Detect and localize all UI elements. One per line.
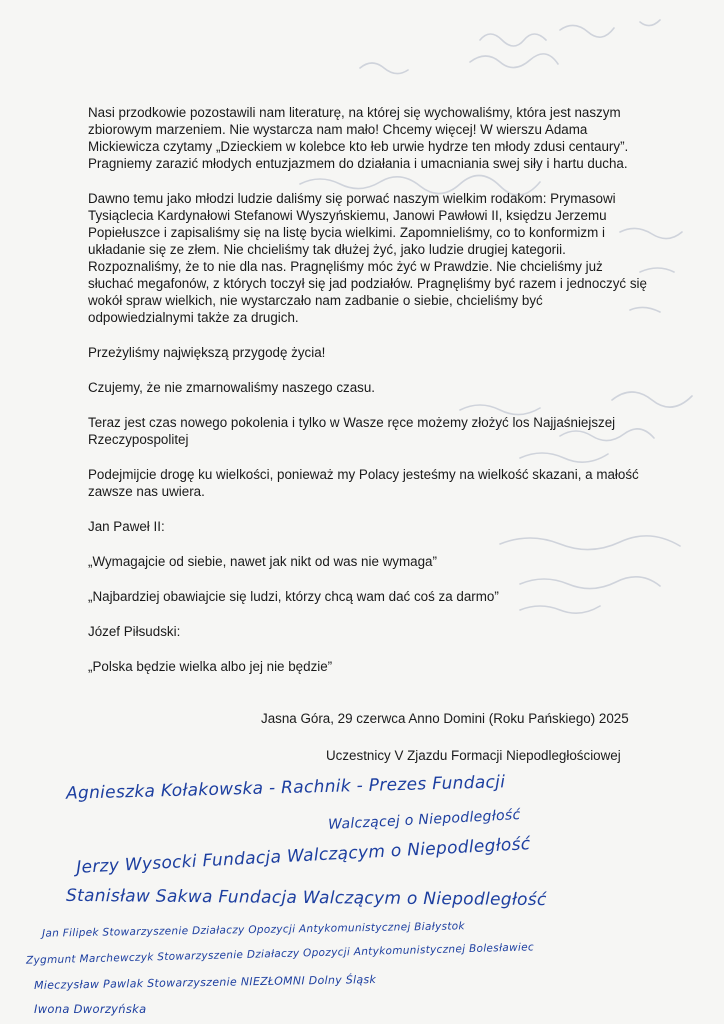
paragraph-3: Przeżyliśmy największą przygodę życia! bbox=[88, 345, 326, 360]
paragraph-1: Nasi przodkowie pozostawili nam literaturę, na której się wychowaliśmy, która jest naszym zbiorowym marzeniem. Nie wystarcza nam mało! Chcemy więcej! W wierszu Adama Mickiewicza czytamy „Dzieckiem w kolebce kto łeb urwie hydrze ten młody zdusi centaury”. Pragniemy zarazić młodych entuzjazmem do działania i umacniania swej siły i hartu ducha. bbox=[88, 105, 629, 171]
paragraph-4: Czujemy, że nie zmarnowaliśmy naszego czasu. bbox=[88, 380, 376, 395]
quote-line: „Wymagajcie od siebie, nawet jak nikt od was nie wymaga” bbox=[88, 554, 437, 569]
quote-group-pilsudski bbox=[88, 623, 648, 675]
signature-line: Stanisław Sakwa Fundacja Walczącym o Niepodległość bbox=[65, 885, 547, 911]
quote-line: „Polska będzie wielka albo jej nie będzie” bbox=[88, 659, 333, 674]
paragraph-2: Dawno temu jako młodzi ludzie daliśmy się porwać naszym wielkim rodakom: Prymasowi Tysiąclecia Kardynałowi Stefanowi Wyszyńskiemu, Janowi Pawłowi II, księdzu Jerzemu Popiełuszce i zapisaliśmy się na listę bycia wielkimi. Zapomnieliśmy, co to konformizm i układanie się ze złem. Nie chcieliśmy tak dłużej żyć, jako ludzie drugiej kategorii. Rozpoznaliśmy, że to nie dla nas. Pragnęliśmy móc żyć w Prawdzie. Nie chcieliśmy już słuchać megafonów, z których toczył się jad podziałów. Pragnęliśmy być razem i jednoczyć się wokół spraw wielkich, nie wystarczało nam zadbanie o siebie, chcieliśmy być odpowiedzialnymi także za drugich. bbox=[88, 191, 647, 325]
signature-line: Walczącej o Niepodległość bbox=[327, 806, 521, 834]
quote-author: Józef Piłsudski: bbox=[88, 624, 181, 639]
signature-line: Mieczysław Pawlak Stowarzyszenie NIEZŁOMNI Dolny Śląsk bbox=[33, 973, 377, 992]
signature-line: Zygmunt Marchewczyk Stowarzyszenie Działaczy Opozycji Antykomunistycznej Bolesławiec bbox=[25, 941, 535, 967]
place-and-date: Jasna Góra, 29 czerwca Anno Domini (Roku Pańskiego) 2025 bbox=[261, 711, 629, 726]
quote-line: „Najbardziej obawiajcie się ludzi, którzy chcą wam dać coś za darmo” bbox=[88, 589, 499, 604]
quote-author: Jan Paweł II: bbox=[88, 519, 165, 534]
signature-line: Iwona Dworzyńska bbox=[34, 1002, 147, 1016]
signature-line: Jerzy Wysocki Fundacja Walczącym o Niepodległość bbox=[75, 834, 531, 878]
participants-line: Uczestnicy V Zjazdu Formacji Niepodległościowej bbox=[326, 748, 621, 763]
signature-line: Agnieszka Kołakowska - Rachnik - Prezes Fundacji bbox=[65, 772, 506, 804]
quote-group-jp2 bbox=[88, 518, 648, 605]
signature-line: Jan Filipek Stowarzyszenie Działaczy Opozycji Antykomunistycznej Białystok bbox=[41, 920, 465, 940]
paragraph-5: Teraz jest czas nowego pokolenia i tylko w Wasze ręce możemy złożyć los Najjaśniejszej Rzeczypospolitej bbox=[88, 415, 616, 447]
paragraph-6: Podejmijcie drogę ku wielkości, ponieważ my Polacy jesteśmy na wielkość skazani, a małość zawsze nas uwiera. bbox=[88, 467, 639, 499]
letter-body bbox=[88, 104, 648, 693]
